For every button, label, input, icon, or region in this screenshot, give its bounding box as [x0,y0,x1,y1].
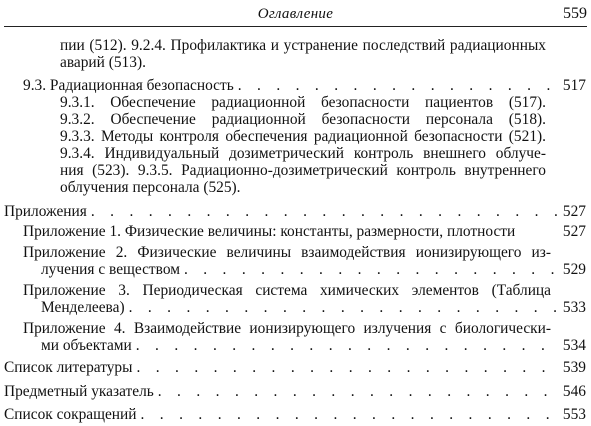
dot-leader [91,203,557,220]
toc-entry-bibliography[interactable] [4,359,586,376]
toc-entry-abbreviations[interactable] [4,406,586,423]
toc-subsection-text: аварий (513). [60,54,146,71]
toc-subsection-text: ния (523). 9.3.5. Радиационно-дозиметрический контроль внутреннего [60,162,546,179]
running-header [4,4,587,27]
dot-leader [238,77,557,94]
toc-subsection-text: 9.3.4. Индивидуальный дозиметрический контроль внешнего облуче- [60,145,546,162]
dot-leader [129,299,557,316]
toc-entry-section-9-3[interactable] [23,77,586,94]
toc-entry-appendix-2[interactable] [41,261,586,278]
toc-entry-appendices[interactable] [4,203,586,220]
toc-subsection-text: облучения персонала (525). [60,179,241,196]
toc-subsection-text: пии (512). 9.2.4. Профилактика и устранение последствий радиационных [60,37,546,54]
toc-subsection-text: 9.3.2. Обеспечение радиационной безопасности персонала (518). [60,111,546,128]
dot-leader [136,337,557,354]
toc-entry-title: Менделеева) [41,299,125,316]
toc-entry-title: Приложение 4. Взаимодействие ионизирующего излучения с биологически- [23,320,551,337]
toc-entry-page: 533 [562,299,586,316]
toc-subsection-text: 9.3.3. Методы контроля обеспечения радиационной безопасности (521). [60,128,546,145]
toc-entry-title: Список сокращений [4,406,137,423]
toc-entry-page: 553 [562,406,586,423]
toc-entry-subject-index[interactable] [4,383,586,400]
running-title: Оглавление [257,6,334,22]
toc-entry-title: Приложение 1. Физические величины: константы, размерности, плотности [23,223,516,240]
toc-entry-page: 539 [562,359,586,376]
toc-entry-title: Предметный указатель [4,383,154,400]
toc-entry-title: 9.3. Радиационная безопасность [23,77,234,94]
toc-entry-title: лучения с веществом [41,261,180,278]
toc-subsection-text: 9.3.1. Обеспечение радиационной безопасности пациентов (517). [60,94,546,111]
toc-entry-title: Приложения [4,203,87,220]
toc-entry-page: 527 [562,203,586,220]
toc-entry-title: Приложение 3. Периодическая система химических элементов (Таблица [23,282,551,299]
dot-leader [158,383,557,400]
toc-entry-page: 517 [562,77,586,94]
dot-leader [136,359,556,376]
dot-leader [184,261,557,278]
toc-entry-appendix-1[interactable] [23,223,586,240]
toc-entry-page: 546 [562,383,586,400]
toc-entry-title: Приложение 2. Физические величины взаимодействия ионизирующего из- [23,244,551,261]
toc-entry-appendix-3[interactable] [41,299,586,316]
toc-entry-title: ми объектами [41,337,132,354]
dot-leader [141,406,557,423]
toc-entry-page: 527 [562,223,586,240]
toc-entry-page: 534 [562,337,586,354]
toc-entry-appendix-4[interactable] [41,337,586,354]
toc-entry-page: 529 [562,261,586,278]
page-number: 559 [563,5,587,22]
toc-entry-title: Список литературы [4,359,133,376]
